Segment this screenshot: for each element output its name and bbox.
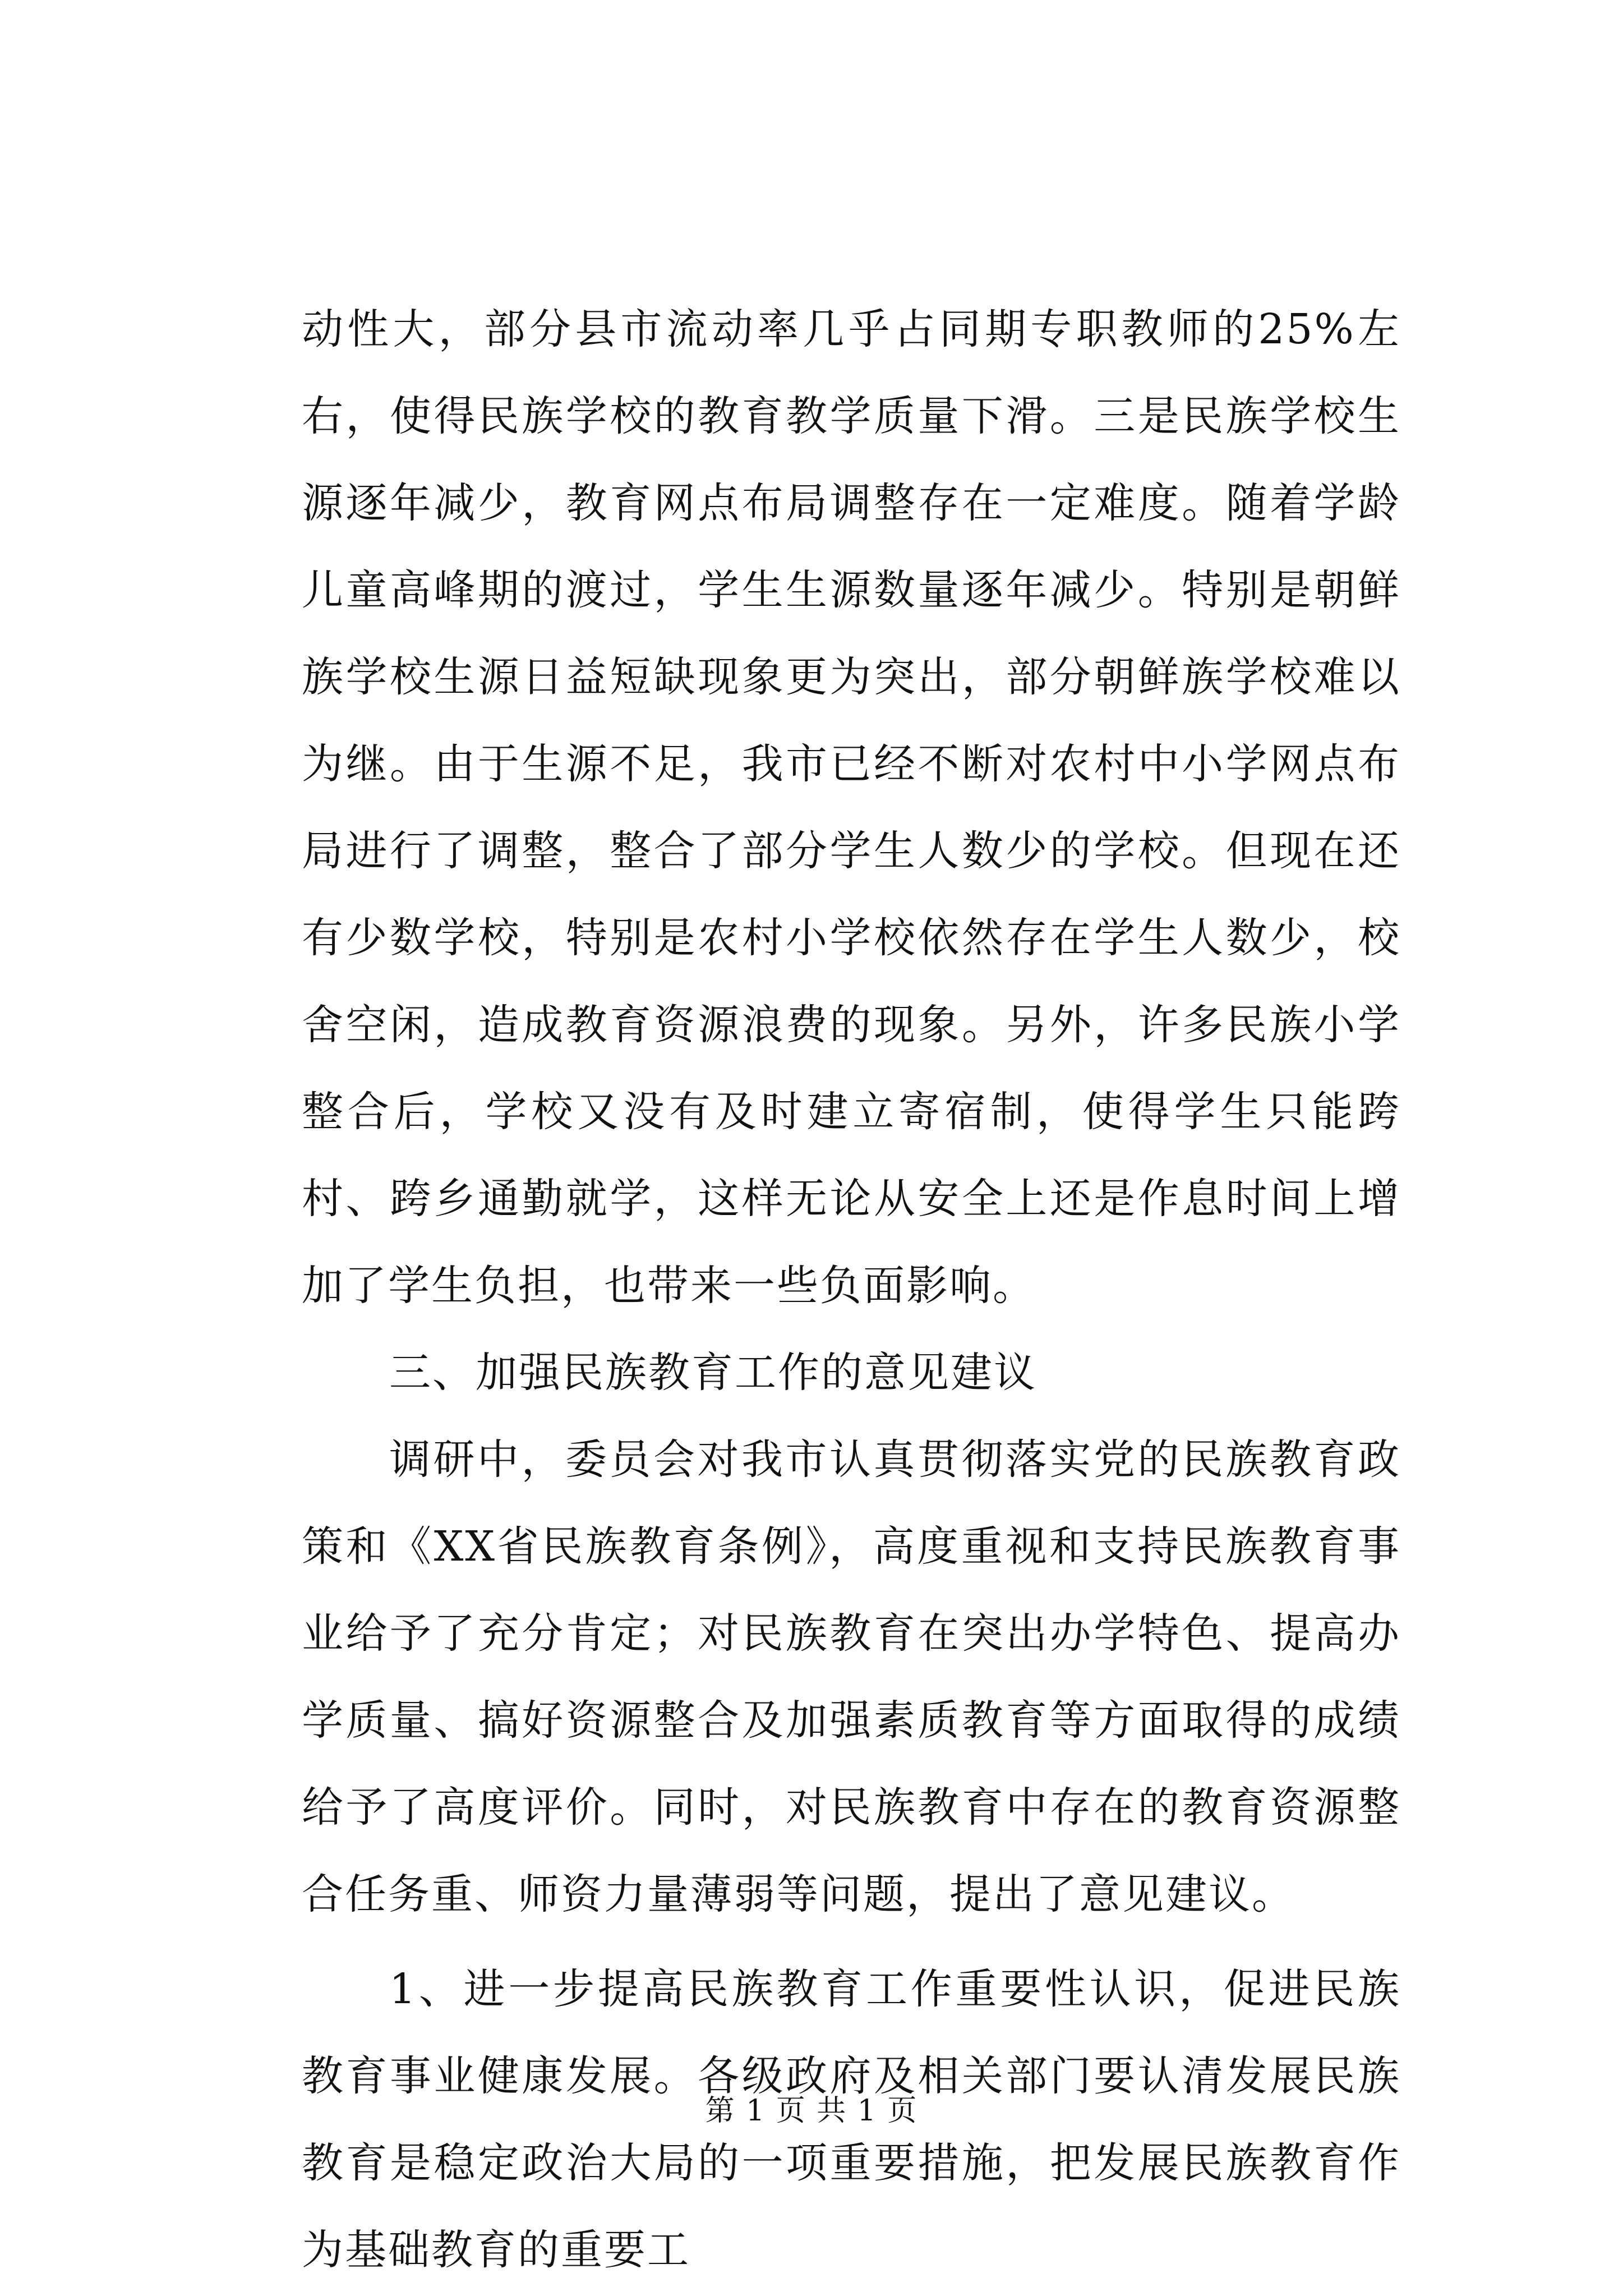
page-number-footer: 第 1 页 共 1 页 bbox=[705, 2094, 918, 2128]
paragraph-research: 调研中，委员会对我市认真贯彻落实党的民族教育政策和《XX省民族教育条例》，高度重视和支持民族教育事业给予了充分肯定；对民族教育在突出办学特色、提高办学质量、搞好资源整合及加强素质教育等方面取得的成绩给予了高度评价。同时，对民族教育中存在的教育资源整合任务重、师资力量薄弱等问题，提出了意见建议。 bbox=[302, 1435, 1401, 1918]
section-heading: 三、加强民族教育工作的意见建议 bbox=[389, 1349, 1037, 1397]
paragraph-continued: 动性大，部分县市流动率几乎占同期专职教师的25%左右，使得民族学校的教育教学质量下滑。三是民族学校生源逐年减少，教育网点布局调整存在一定难度。随着学龄儿童高峰期的渡过，学生生源数量逐年减少。特别是朝鲜族学校生源日益短缺现象更为突出，部分朝鲜族学校难以为继。由于生源不足，我市已经不断对农村中小学网点布局进行了调整，整合了部分学生人数少的学校。但现在还有少数学校，特别是农村小学校依然存在学生人数少，校舍空闲，造成教育资源浪费的现象。另外，许多民族小学整合后，学校又没有及时建立寄宿制，使得学生只能跨村、跨乡通勤就学，这样无论从安全上还是作息时间上增加了学生负担，也带来一些负面影响。 bbox=[302, 305, 1401, 1310]
document-body bbox=[302, 286, 1401, 2294]
paragraph-recommendation-1: 1、进一步提高民族教育工作重要性认识，促进民族教育事业健康发展。各级政府及相关部门要认清发展民族教育是稳定政治大局的一项重要措施，把发展民族教育作为基础教育的重要工 bbox=[302, 1965, 1401, 2274]
